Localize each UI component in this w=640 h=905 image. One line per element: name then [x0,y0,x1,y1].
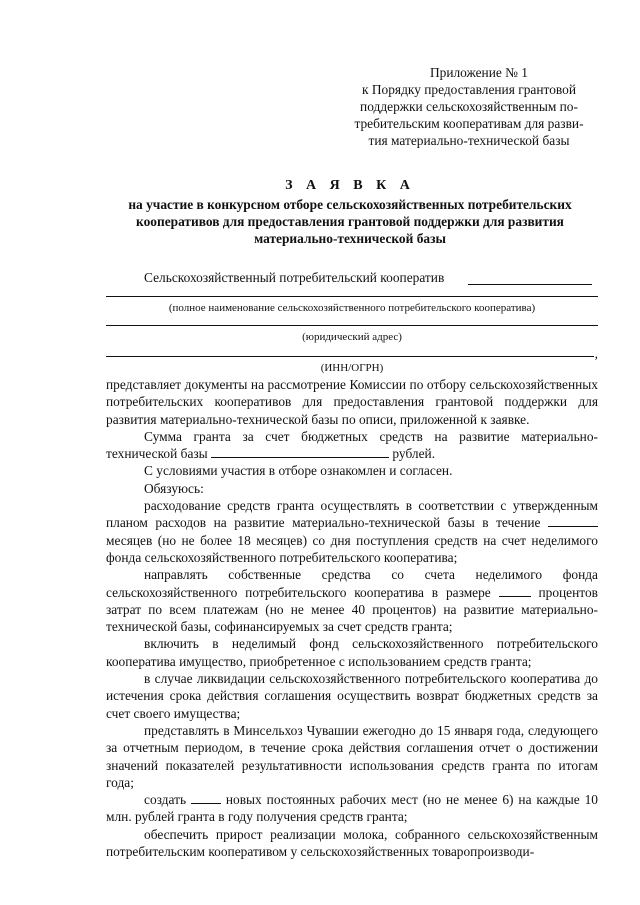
appendix-title: Приложение № 1 [429,65,528,80]
name-blank-line[interactable] [106,296,598,297]
paragraph-agree: С условиями участия в отборе ознакомлен и согласен. [144,463,453,479]
title-subtitle: на участие в конкурсном отборе сельскохозяйственных потребительских кооперативов для предоставления грантовой поддержки для развития материально-технической базы [128,197,572,246]
coop-label: Сельскохозяйственный потребительский кооператив [144,270,445,285]
caption-inn: (ИНН/ОГРН) [320,362,384,374]
application-body [106,376,598,860]
paragraph-jobs [106,791,598,826]
address-line-row [106,315,598,329]
appendix-block [340,64,598,149]
paragraph-spending [106,497,598,566]
coop-row [106,270,598,288]
paragraph-indivisible-fund: включить в неделимый фонд сельскохозяйственного потребительского кооператива имущество, приобретенное с использованием средств гранта; [106,636,598,669]
percent-blank[interactable] [499,584,531,597]
months-blank[interactable] [548,514,598,527]
coop-name-blank[interactable] [468,284,592,285]
title-main: З А Я В К А [285,178,415,193]
grant-sum-blank[interactable] [211,445,389,458]
inn-blank-line[interactable] [106,356,594,357]
appendix-line: поддержки сельскохозяйственным по- [360,99,578,114]
paragraph-grant-sum [106,428,598,463]
jobs-text-b: новых постоянных рабочих мест (но не менее 6) на каждые 10 млн. рублей гранта в году получения средств гранта; [106,792,598,825]
inn-line-row [106,344,598,360]
name-line-row [106,288,598,300]
caption-name: (полное наименование сельскохозяйственного потребительского кооператива) [168,302,536,314]
own-funds-text-a: направлять собственные средства со счета неделимого фонда сельскохозяйственного потребительского кооператива в размере [106,567,598,600]
appendix-line: тия материально-технической базы [368,133,570,148]
grant-sum-unit: рублей. [392,446,436,462]
paragraph-own-funds [106,566,598,635]
paragraph-milk: обеспечить прирост реализации молока, собранного сельскохозяйственным потребительским кооперативом у сельскохозяйственных товаропроизводи- [106,826,598,860]
paragraph-report: представлять в Минсельхоз Чувашии ежегодно до 15 января года, следующего за отчетным периодом, в течение срока действия соглашения отчет о достижении значений показателей результативности использования средств гранта по итогам года; [106,722,598,790]
caption-address: (юридический адрес) [302,331,402,343]
address-blank-line[interactable] [106,325,598,326]
paragraph-oblige: Обязуюсь: [144,480,204,496]
own-funds-text-b: процентов затрат по всем платежам (но не менее 40 процентов) на развитие материально-технической базы, софинансируемых за счет средств гранта; [106,584,598,635]
applicant-form [106,270,598,375]
jobs-blank[interactable] [191,791,221,804]
paragraph-liquidation: в случае ликвидации сельскохозяйственного потребительского кооператива до истечения срока действия соглашения осуществить возврат бюджетных средств за счет своего имущества; [106,671,598,721]
spending-text-a: расходование средств гранта осуществлять в соответствии с утвержденным планом расходов на развитие материально-технической базы в течение [106,498,598,531]
jobs-text-a: создать [144,792,187,808]
grant-sum-text: Сумма гранта за счет бюджетных средств на развитие материально-технической базы [106,428,598,462]
inn-comma: , [594,346,598,361]
paragraph-documents: представляет документы на рассмотрение Комиссии по отбору сельскохозяйственных потребительских кооперативов для предоставления грантовой поддержки для развития материально-технической базы по описи, приложенной к заявке. [106,377,598,427]
document-title [80,177,620,247]
appendix-line: к Порядку предоставления грантовой [362,82,576,97]
spending-text-b: месяцев (но не более 18 месяцев) со дня поступления средств на счет неделимого фонда сельскохозяйственного потребительского кооператива; [106,532,598,565]
appendix-line: требительским кооперативам для разви- [354,116,584,131]
